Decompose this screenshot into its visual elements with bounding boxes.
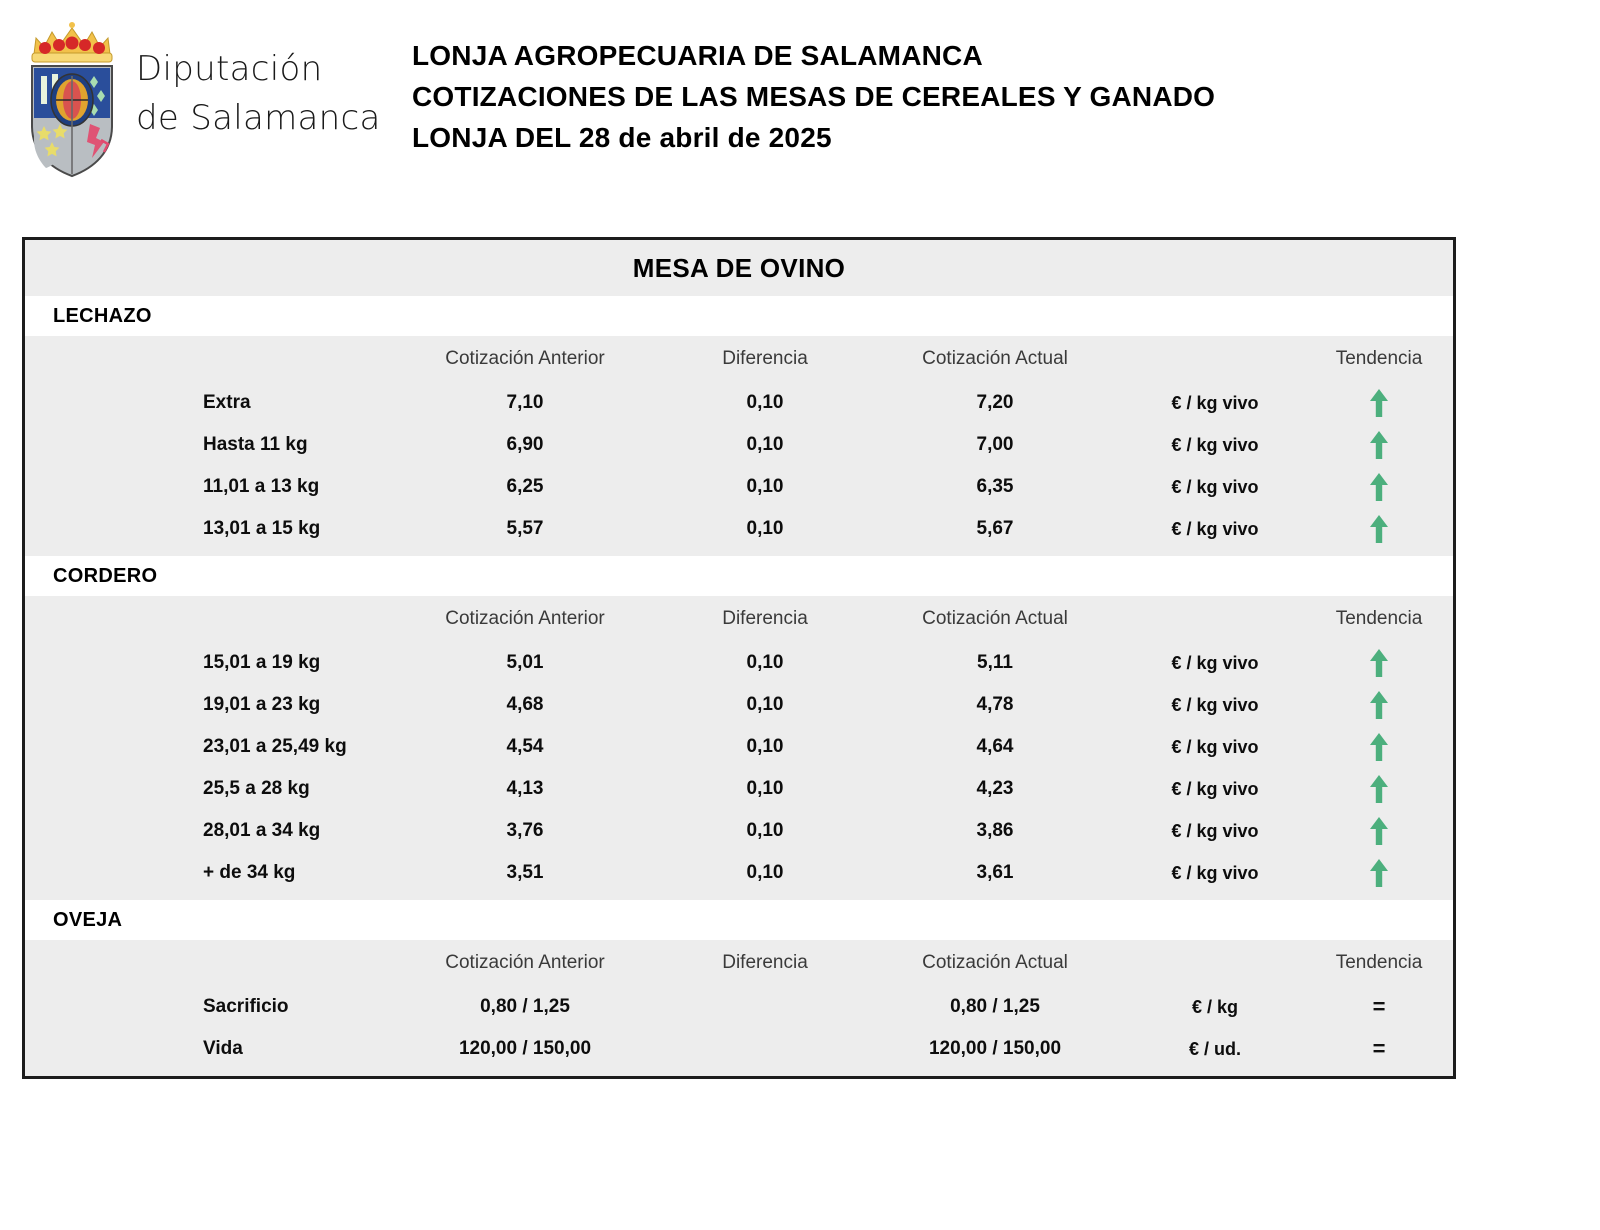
col-head-difference: Diferencia <box>722 608 808 629</box>
row-previous-price: 4,68 <box>506 694 544 715</box>
trend-up-icon <box>1305 774 1453 804</box>
row-unit: € / kg vivo <box>1171 778 1259 799</box>
row-difference: 0,10 <box>746 736 784 757</box>
row-difference: 0,10 <box>746 820 784 841</box>
table-title: MESA DE OVINO <box>25 240 1453 296</box>
table-row <box>25 382 1453 424</box>
section-body-oveja <box>25 940 1453 1076</box>
row-label: 19,01 a 23 kg <box>203 694 321 715</box>
page-header <box>0 0 1600 200</box>
column-header-row <box>25 336 1453 382</box>
row-current-price: 0,80 / 1,25 <box>950 996 1040 1017</box>
column-header-row <box>25 940 1453 986</box>
mesa-de-ovino-table <box>22 237 1456 1079</box>
row-unit: € / kg vivo <box>1171 862 1259 883</box>
diputacion-logo <box>18 14 381 179</box>
row-current-price: 6,35 <box>976 476 1014 497</box>
trend-up-icon <box>1305 690 1453 720</box>
row-label: Hasta 11 kg <box>203 434 308 455</box>
col-head-trend: Tendencia <box>1335 348 1423 369</box>
row-label: Sacrificio <box>203 996 289 1017</box>
column-header-row <box>25 596 1453 642</box>
logo-wordmark <box>136 48 381 139</box>
logo-line-1: Diputación <box>136 49 323 89</box>
row-current-price: 5,67 <box>976 518 1014 539</box>
row-previous-price: 5,57 <box>506 518 544 539</box>
row-current-price: 4,78 <box>976 694 1014 715</box>
row-previous-price: 3,76 <box>506 820 544 841</box>
row-label: Extra <box>203 392 251 413</box>
row-previous-price: 6,25 <box>506 476 544 497</box>
table-row <box>25 726 1453 768</box>
row-unit: € / kg vivo <box>1171 694 1259 715</box>
row-current-price: 120,00 / 150,00 <box>928 1038 1062 1059</box>
row-unit: € / kg <box>1191 996 1239 1017</box>
row-current-price: 4,64 <box>976 736 1014 757</box>
row-unit: € / kg vivo <box>1171 736 1259 757</box>
table-row <box>25 768 1453 810</box>
table-row <box>25 1028 1453 1070</box>
section-body-lechazo <box>25 336 1453 556</box>
table-sections <box>25 296 1453 1076</box>
row-current-price: 7,20 <box>976 392 1014 413</box>
trend-up-icon <box>1305 430 1453 460</box>
row-label: Vida <box>203 1038 243 1059</box>
row-previous-price: 7,10 <box>506 392 544 413</box>
section-body-cordero <box>25 596 1453 900</box>
row-difference: 0,10 <box>746 434 784 455</box>
section-label-oveja: OVEJA <box>25 900 1453 940</box>
col-head-difference: Diferencia <box>722 348 808 369</box>
row-previous-price: 3,51 <box>506 862 544 883</box>
row-current-price: 4,23 <box>976 778 1014 799</box>
row-label: 15,01 a 19 kg <box>203 652 321 673</box>
col-head-difference: Diferencia <box>722 952 808 973</box>
row-unit: € / kg vivo <box>1171 652 1259 673</box>
col-head-current: Cotización Actual <box>922 348 1068 369</box>
row-difference: 0,10 <box>746 476 784 497</box>
table-row <box>25 508 1453 550</box>
col-head-previous: Cotización Anterior <box>445 348 605 369</box>
col-head-trend: Tendencia <box>1335 608 1423 629</box>
trend-up-icon <box>1305 816 1453 846</box>
row-current-price: 3,61 <box>976 862 1014 883</box>
row-current-price: 5,11 <box>977 652 1013 673</box>
title-line-2: COTIZACIONES DE LAS MESAS DE CEREALES Y GANADO <box>412 80 1216 112</box>
row-difference: 0,10 <box>746 862 784 883</box>
table-row <box>25 466 1453 508</box>
trend-up-icon <box>1305 388 1453 418</box>
trend-up-icon <box>1305 514 1453 544</box>
row-unit: € / kg vivo <box>1171 820 1259 841</box>
row-previous-price: 120,00 / 150,00 <box>458 1038 592 1059</box>
col-head-current: Cotización Actual <box>922 608 1068 629</box>
trend-equal-icon: = <box>1372 993 1386 1019</box>
col-head-previous: Cotización Anterior <box>445 952 605 973</box>
row-unit: € / ud. <box>1188 1038 1241 1059</box>
trend-up-icon <box>1305 648 1453 678</box>
row-previous-price: 4,54 <box>506 736 544 757</box>
row-difference: 0,10 <box>746 518 784 539</box>
row-unit: € / kg vivo <box>1171 476 1259 497</box>
row-difference: 0,10 <box>746 652 784 673</box>
trend-equal-icon: = <box>1372 1035 1386 1061</box>
table-row <box>25 642 1453 684</box>
table-row <box>25 810 1453 852</box>
row-current-price: 3,86 <box>976 820 1014 841</box>
title-line-3: LONJA DEL 28 de abril de 2025 <box>412 121 832 153</box>
row-label: 23,01 a 25,49 kg <box>203 736 347 757</box>
col-head-trend: Tendencia <box>1335 952 1423 973</box>
table-row <box>25 852 1453 894</box>
table-row <box>25 986 1453 1028</box>
table-row <box>25 424 1453 466</box>
row-unit: € / kg vivo <box>1171 434 1259 455</box>
row-difference: 0,10 <box>746 392 784 413</box>
row-current-price: 7,00 <box>976 434 1014 455</box>
row-previous-price: 5,01 <box>506 652 544 673</box>
row-unit: € / kg vivo <box>1171 392 1259 413</box>
row-label: 13,01 a 15 kg <box>203 518 321 539</box>
row-label: 25,5 a 28 kg <box>203 778 310 799</box>
row-difference: 0,10 <box>746 694 784 715</box>
row-previous-price: 0,80 / 1,25 <box>480 996 570 1017</box>
row-previous-price: 6,90 <box>506 434 544 455</box>
logo-line-2: de Salamanca <box>136 97 381 138</box>
col-head-previous: Cotización Anterior <box>445 608 605 629</box>
title-line-1: LONJA AGROPECUARIA DE SALAMANCA <box>412 40 983 71</box>
row-label: + de 34 kg <box>203 862 296 883</box>
col-head-current: Cotización Actual <box>922 952 1068 973</box>
row-label: 28,01 a 34 kg <box>203 820 321 841</box>
row-difference: 0,10 <box>746 778 784 799</box>
section-label-lechazo: LECHAZO <box>25 296 1453 336</box>
coat-of-arms-icon <box>18 14 126 179</box>
trend-up-icon <box>1305 858 1453 888</box>
row-label: 11,01 a 13 kg <box>203 476 320 497</box>
section-label-cordero: CORDERO <box>25 556 1453 596</box>
row-unit: € / kg vivo <box>1171 518 1259 539</box>
table-row <box>25 684 1453 726</box>
document-title <box>412 36 1512 159</box>
row-previous-price: 4,13 <box>506 778 544 799</box>
trend-up-icon <box>1305 732 1453 762</box>
trend-up-icon <box>1305 472 1453 502</box>
